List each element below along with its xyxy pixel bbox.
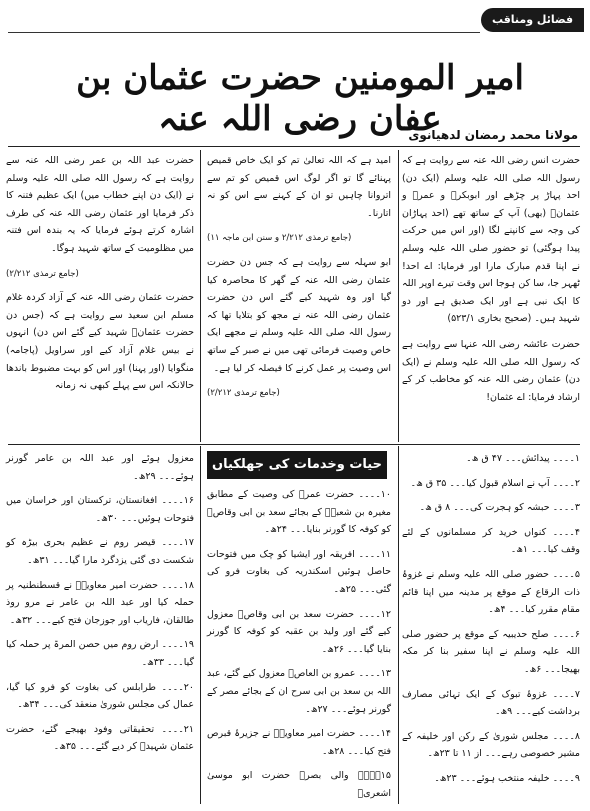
timeline-item: ۱۷۔۔۔۔ قیصر روم نے عظیم بحری بیڑہ کو شکست دی گئی یزدگرد مارا گیا۔۔۔ ۳۱ھ۔ — [6, 537, 194, 566]
page-title: امیر المومنین حضرت عثمان بن عفان رضی اللہ عنہ — [76, 58, 524, 139]
author-name: مولانا محمد رمضان لدھیانوی — [408, 128, 578, 142]
timeline-item: ۳۔۔۔۔ حبشہ کو ہجرت کی۔۔۔ ۸ ق ھ۔ — [419, 502, 580, 514]
timeline-item: ۲۱۔۔۔۔ تحقیقاتی وفود بھیجے گئے، حضرت عثمان شہیدؓ کر دیے گئے۔۔۔ ۳۵ھ۔ — [6, 723, 194, 753]
timeline-item: ۱۶۔۔۔۔ افغانستان، ترکستان اور خراسان میں فتوحات ہوئیں۔۔۔ ۳۰ھ۔ — [6, 495, 194, 524]
upper-column-middle — [207, 152, 391, 409]
column-divider — [200, 446, 201, 804]
timeline-item: ۱۸۔۔۔۔ حضرت امیر معاویہؓ نے قسطنطنیہ پر حملہ کیا اور عبد اللہ بن عامر نے مرو روذ طالقان، فاریاب اور جوزجان فتح کیے۔۔۔ ۳۲ھ۔ — [6, 579, 194, 626]
timeline-item: ۷۔۔۔۔ غزوۂ تبوک کے ایک تہائی مصارف برداشت کیے۔۔۔ ۹ھ۔ — [402, 688, 580, 718]
timeline-item: ۱۳۔۔۔۔ عمرو بن العاصؓ معزول کیے گئے، عبد اللہ بن سعد بن ابی سرح ان کے بجائے مصر کے گورنر ہوئے۔۔۔ ۲۷ھ۔ — [207, 668, 391, 715]
timeline-item: ۴۔۔۔۔ کنواں خرید کر مسلمانوں کے لئے وقف کیا۔۔۔ ۱ھ۔ — [402, 526, 580, 556]
timeline-item: ۱۔۔۔۔ پیدائش۔۔۔ ۴۷ ق ھ۔ — [466, 453, 580, 464]
timeline-item: ۱۹۔۔۔۔ ارض روم میں حصن المرۃ پر حملہ کیا گیا۔۔۔ ۳۳ھ۔ — [6, 639, 194, 668]
hadith-reference: (جامع ترمذی ۲/۲۱۲) — [6, 268, 79, 279]
timeline-item: ۵۔۔۔۔ حضور صلی اللہ علیہ وسلم نے غزوۂ ذات الرقاع کے موقع پر مدینہ میں اپنا قائم مقام مقرر کیا۔۔۔ ۴ھ۔ — [402, 568, 580, 616]
hadith-reference: (جامع ترمذی ۲/۲۱۲ و سنن ابن ماجہ ۱۱) — [207, 233, 352, 244]
author-rule — [8, 146, 580, 147]
hadith-paragraph: حضرت انس رضی اللہ عنہ سے روایت ہے کہ رسول اللہ صلی اللہ علیہ وسلم (ایک دن) احد پہاڑ پر چڑھے اور ابوبکرؓ و عمرؓ و عثمانؓ (بھی) آپ کے ساتھ تھے (احد پہاڑان کی وجہ سے کانپنے لگا (اور اس میں حرکت پیدا ہوگئی) تو حضور صلی اللہ علیہ وسلم نے اپنا قدم مبارک مارا اور فرمایا: اے احد! ٹھہر جا، سا کن ہوجا اس وقت تیرے اوپر اللہ کا ایک نبی ہے اور ایک صدیق ہے اور دو شہید ہیں۔ (صحیح بخاری ۵۲۳/۱) — [402, 155, 580, 325]
timeline-item: ۱۲۔۔۔۔ حضرت سعد بن ابی وقاصؓ معزول کیے گئے اور ولید بن عقبہ کو کوفہ کا گورنر بنایا گیا۔۔۔ ۲۶ھ۔ — [207, 608, 391, 655]
lower-column-middle — [207, 486, 391, 810]
timeline-item: ۲۰۔۔۔۔ طرابلس کی بغاوت کو فرو کیا گیا، عمال کی مجلس شوریٰ منعقد کی۔۔۔ ۳۴ھ۔ — [6, 681, 194, 711]
hadith-paragraph: حضرت عبد اللہ بن عمر رضی اللہ عنہ سے روایت ہے کہ رسول اللہ صلی اللہ علیہ وسلم نے (ایک دن اپنے خطاب میں) ایک عظیم فتنہ کا ذکر فرمایا اور عثمان رضی اللہ عنہ کی طرف اشارہ کرتے ہوئے فرمایا کہ یہ بندہ اس فتنہ میں مظلومیت کے ساتھ شہید ہوگا۔ — [6, 155, 194, 254]
upper-column-right — [402, 152, 580, 414]
timeline-item: ۹۔۔۔۔ خلیفہ منتخب ہوئے۔۔۔ ۲۳ھ۔ — [434, 772, 580, 784]
section-rule — [8, 444, 580, 445]
column-divider — [398, 150, 399, 442]
hadith-paragraph: امید ہے کہ اللہ تعالیٰ تم کو ایک خاص قمیص پہنائے گا تو اگر لوگ اس قمیص کو تم سے اتروانا چاہیں تو ان کے کہنے سے اس کو نہ اتارنا۔ — [207, 155, 391, 219]
timeline-item: ۸۔۔۔۔ مجلس شوریٰ کے رکن اور خلیفہ کے مشیر خصوصی رہے۔۔۔ از ۱۱ تا ۲۳ھ۔ — [402, 730, 580, 760]
upper-column-left — [6, 152, 194, 403]
hadith-reference: (جامع ترمذی ۲/۲۱۲) — [207, 388, 280, 399]
section-banner: حیات وخدمات کی جھلکیاں — [207, 451, 387, 479]
timeline-item: ۲۔۔۔۔ آپ نے اسلام قبول کیا۔۔۔ ۳۵ ق ھ۔ — [410, 477, 580, 489]
timeline-item: ۱۱۔۔۔۔ افریقہ اور ایشیا کو چک میں فتوحات حاصل ہوئیں اسکندریہ کی بغاوت فرو کی گئی۔۔۔ ۲۵ھ۔ — [207, 548, 391, 595]
hadith-paragraph: ابو سہلہ سے روایت ہے کہ جس دن حضرت عثمان رضی اللہ عنہ کے گھر کا محاصرہ کیا گیا اور وہ شہید کیے گئے اس دن حضرت عثمان رضی اللہ عنہ نے مجھ کو بتلایا تھا کہ رسول اللہ صلی اللہ علیہ وسلم نے مجھے ایک خاص وصیت فرمائی تھی میں نے صبر کے ساتھ اس وصیت پر عمل کرنے کا فیصلہ کر لیا ہے۔ — [207, 256, 391, 374]
hadith-paragraph: حضرت عائشہ رضی اللہ عنہا سے روایت ہے کہ رسول اللہ صلی اللہ علیہ وسلم نے (ایک دن) عثمان رضی اللہ عنہ کو مخاطب کر کے ارشاد فرمایا: اے عثمان! — [402, 338, 580, 403]
hadith-paragraph: حضرت عثمان رضی اللہ عنہ کے آزاد کردہ غلام مسلم ابن سعید سے روایت ہے کہ (جس دن حضرت عثمانؓ شہید کیے گئے اس دن) انہوں نے بیس غلام آزاد کیے اور سراویل (پاجامہ) منگوایا (اور پہنا) اور اس کو بہت مضبوط باندھا حالانکہ اس سے پہلے کبھی نہ زمانہ — [6, 292, 194, 392]
timeline-item: معزول ہوئے اور عبد اللہ بن عامر گورنر ہوئے۔۔۔ ۲۹ھ۔ — [6, 453, 194, 482]
timeline-item: ۱۰۔۔۔۔ حضرت عمرؓ کی وصیت کے مطابق مغیرہ بن شعبہؓ کے بجائے سعد بن ابی وقاصؓ کو کوفہ کا گورنر بنایا۔۔۔ ۲۴ھ۔ — [207, 489, 391, 536]
column-divider — [398, 446, 399, 804]
lower-column-left — [6, 450, 194, 763]
header-rule — [8, 32, 480, 33]
timeline-item: ۱۵۔۔۔۔ والی بصرہ حضرت ابو موسیٰ اشعریؓ — [207, 770, 391, 799]
timeline-item: ۶۔۔۔۔ صلح حدیبیہ کے موقع پر حضور صلی اللہ علیہ وسلم نے اپنا سفیر بنا کر مکہ بھیجا۔۔۔ ۶ھ۔ — [402, 628, 580, 675]
column-divider — [200, 150, 201, 442]
timeline-item: ۱۴۔۔۔۔ حضرت امیر معاویہؓ نے جزیرۂ قبرص فتح کیا۔۔۔ ۲۸ھ۔ — [207, 728, 391, 757]
lower-column-right — [402, 450, 580, 795]
category-tag: فضائل ومناقب — [481, 8, 584, 32]
